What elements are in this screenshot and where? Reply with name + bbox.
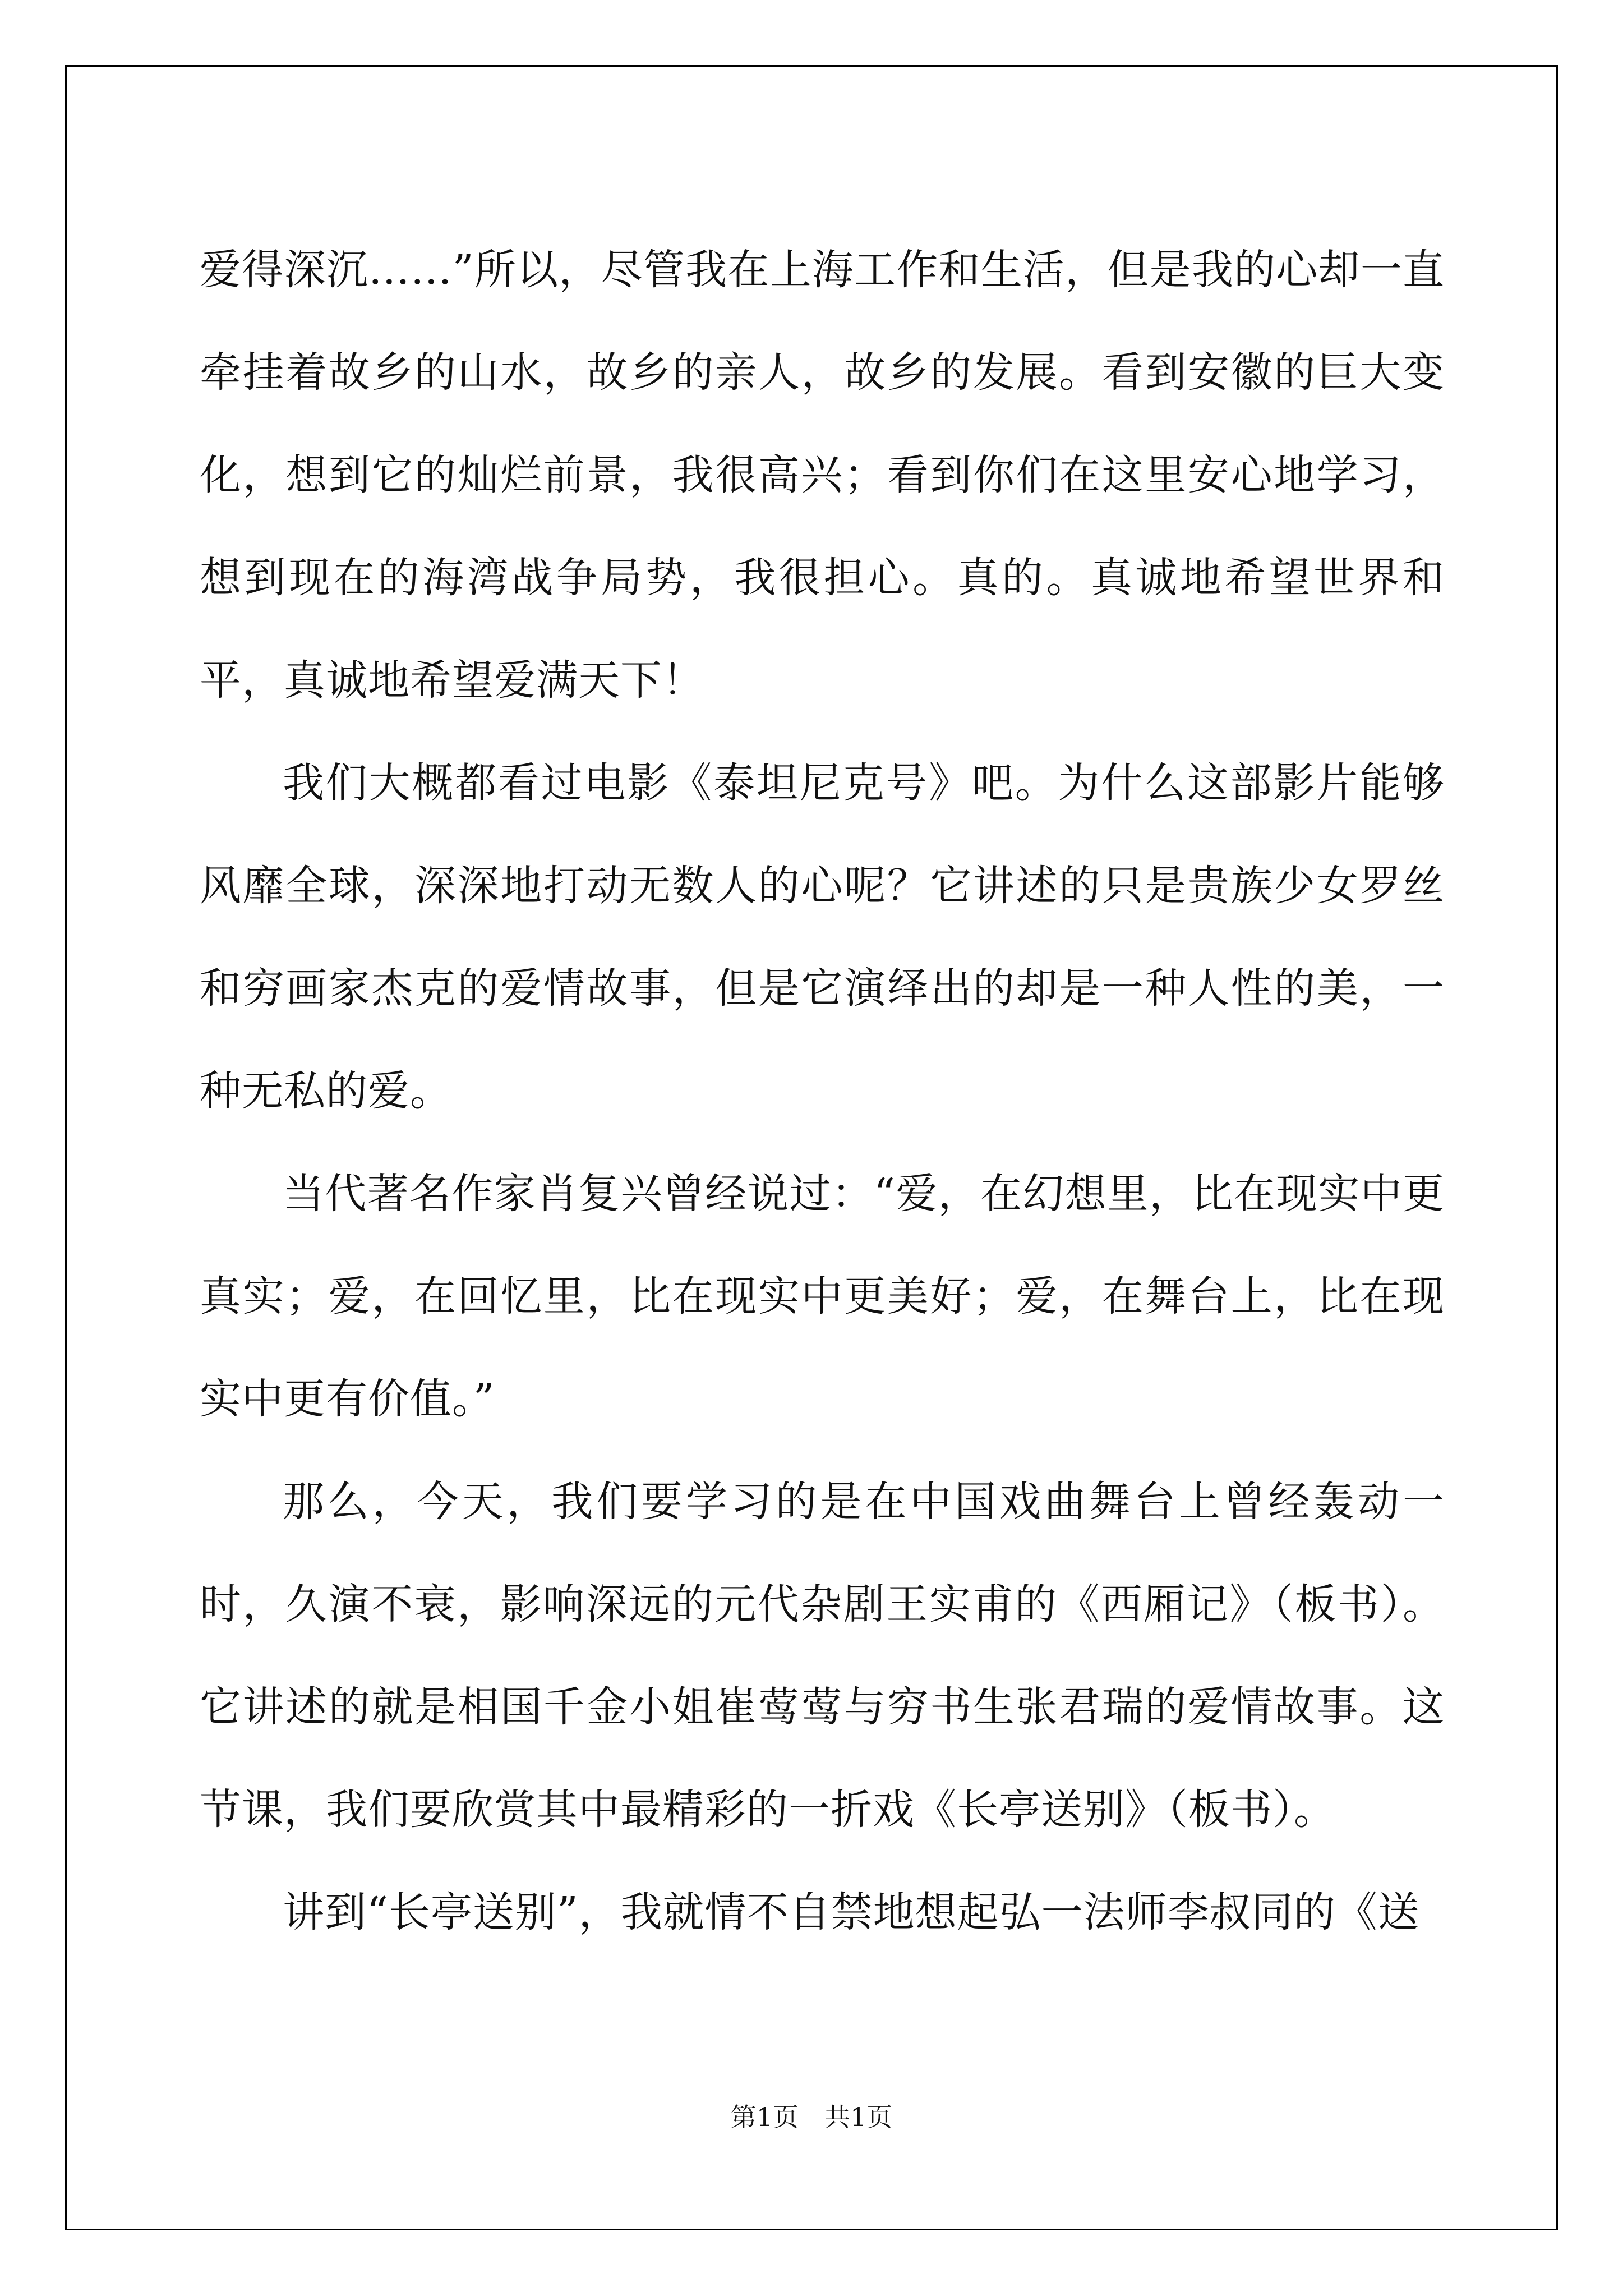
page-number-footer: 第1页 共1页 <box>730 2102 893 2132</box>
paragraph-3: 当代著名作家肖复兴曾经说过：“爱，在幻想里，比在现实中更真实；爱，在回忆里，比在现实中更美好；爱，在舞台上，比在现实中更有价值。” <box>200 1170 1445 1423</box>
paragraph-4: 那么，今天，我们要学习的是在中国戏曲舞台上曾经轰动一时，久演不衰，影响深远的元代杂剧王实甫的《西厢记》（板书）。它讲述的就是相国千金小姐崔莺莺与穷书生张君瑞的爱情故事。这节课，我们要欣赏其中最精彩的一折戏《长亭送别》（板书）。 <box>200 1478 1445 1834</box>
paragraph-5: 讲到“长亭送别”，我就情不自禁地想起弘一法师李叔同的《送 <box>283 1888 1420 1936</box>
paragraph-2: 我们大概都看过电影《泰坦尼克号》吧。为什么这部影片能够风靡全球，深深地打动无数人的心呢？它讲述的只是贵族少女罗丝和穷画家杰克的爱情故事，但是它演绎出的却是一种人性的美，一种无私的爱。 <box>200 759 1445 1115</box>
document-body <box>200 219 1445 1964</box>
paragraph-1: 爱得深沉……”所以，尽管我在上海工作和生活，但是我的心却一直牵挂着故乡的山水，故乡的亲人，故乡的发展。看到安徽的巨大变化，想到它的灿烂前景，我很高兴；看到你们在这里安心地学习，想到现在的海湾战争局势，我很担心。真的。真诚地希望世界和平，真诚地希望爱满天下！ <box>200 246 1445 705</box>
